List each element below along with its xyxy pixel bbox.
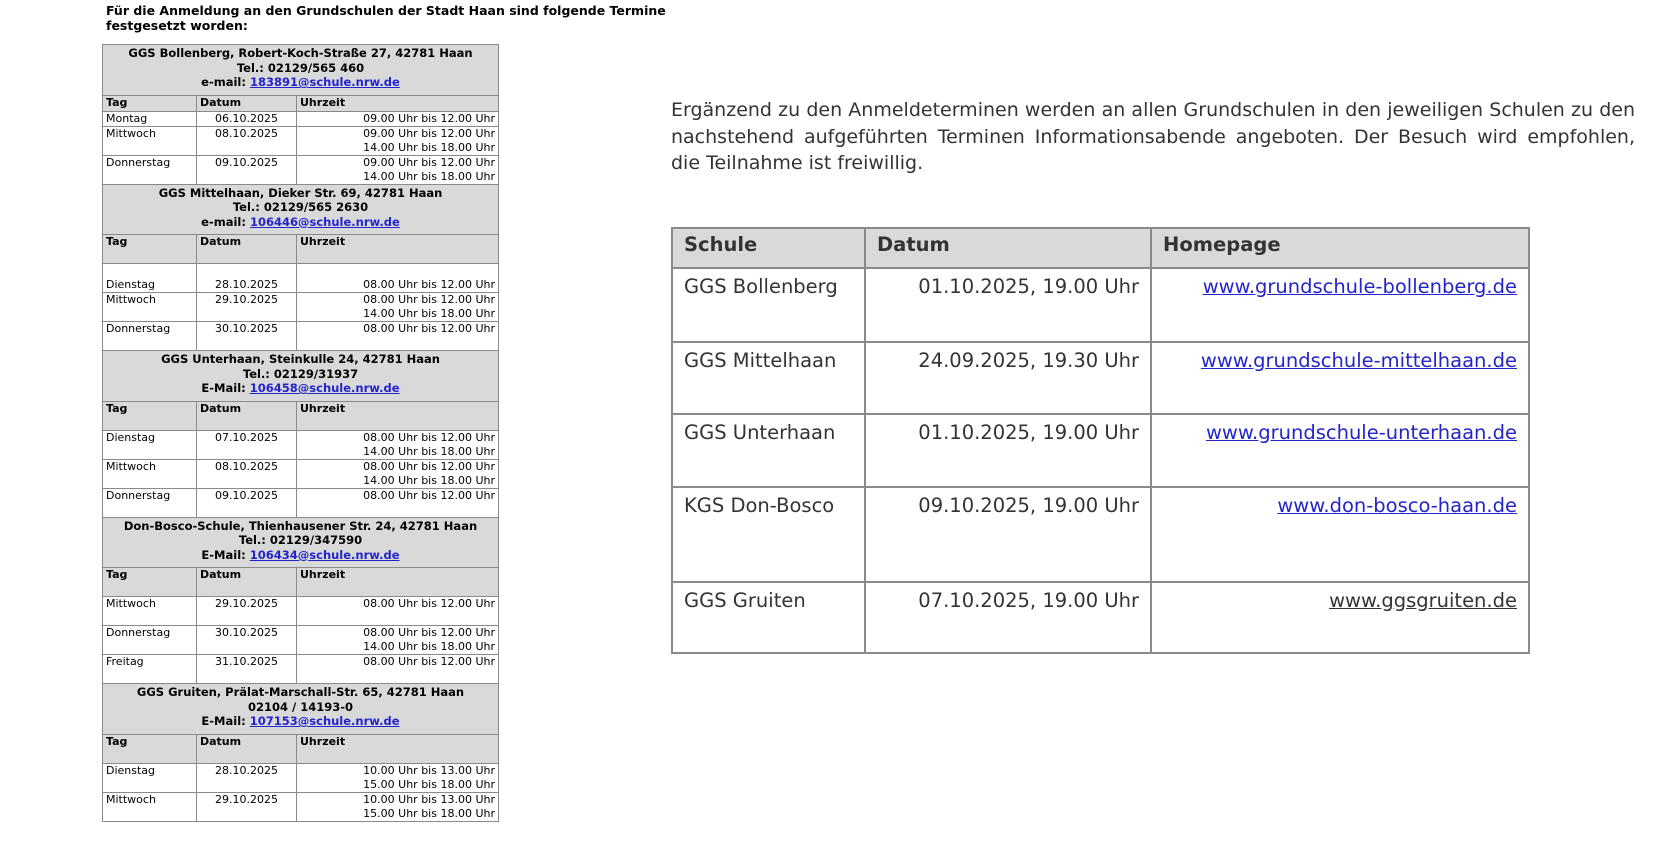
time-cell [297,626,499,655]
info-homepage-cell [1151,342,1529,414]
time-cell [297,126,499,155]
col-header-tag: Tag [103,401,197,430]
school-header-cell [103,684,499,735]
info-header-row [672,228,1529,268]
school-email-line [106,714,495,729]
email-label: E-Mail: [201,547,246,562]
col-header-tag: Tag [103,568,197,597]
time-range: 08.00 Uhr bis 12.00 Uhr [363,655,495,668]
col-header-uhrzeit: Uhrzeit [297,401,499,430]
date-cell: 08.10.2025 [197,126,297,155]
time-range: 08.00 Uhr bis 12.00 Uhr [363,459,495,473]
homepage-link[interactable]: www.grundschule-mittelhaan.de [1200,349,1517,372]
time-cell [297,763,499,792]
info-header-schule: Schule [672,228,865,268]
col-header-datum: Datum [197,95,297,111]
school-email-link[interactable]: 106446@schule.nrw.de [250,214,400,229]
info-school-cell: GGS Mittelhaan [672,342,865,414]
day-cell: Mittwoch [103,126,197,155]
day-cell: Mittwoch [103,792,197,821]
schedule-row [103,597,499,626]
time-range: 14.00 Uhr bis 18.00 Uhr [363,169,495,183]
homepage-link[interactable]: www.ggsgruiten.de [1329,589,1517,612]
day-cell: Donnerstag [103,322,197,351]
school-email-link[interactable]: 183891@schule.nrw.de [250,75,400,89]
time-range: 08.00 Uhr bis 12.00 Uhr [363,626,495,639]
col-header-tag: Tag [103,734,197,763]
homepage-link[interactable]: www.grundschule-unterhaan.de [1205,421,1517,444]
school-name: GGS Gruiten, Prälat-Marschall-Str. 65, 42781 Haan [136,685,465,699]
registration-table [102,44,499,822]
time-cell [297,322,499,351]
col-header-tag: Tag [103,95,197,111]
info-school-cell: GGS Bollenberg [672,268,865,342]
time-cell [297,488,499,517]
info-school-cell: KGS Don-Bosco [672,487,865,582]
date-cell: 29.10.2025 [197,293,297,322]
school-email-line [106,215,495,230]
time-cell [297,430,499,459]
school-header [103,45,499,96]
day-cell: Donnerstag [103,488,197,517]
schedule-row [103,792,499,821]
time-range: 14.00 Uhr bis 18.00 Uhr [363,140,495,154]
time-range: 14.00 Uhr bis 18.00 Uhr [363,640,495,653]
time-cell [297,111,499,126]
time-range: 10.00 Uhr bis 13.00 Uhr [363,792,495,806]
schedule-row [103,111,499,126]
date-cell: 06.10.2025 [197,111,297,126]
date-cell: 09.10.2025 [197,155,297,184]
time-range: 08.00 Uhr bis 12.00 Uhr [363,430,495,444]
school-phone: Tel.: 02129/565 2630 [232,200,369,214]
day-cell: Freitag [103,655,197,684]
day-cell: Dienstag [103,763,197,792]
homepage-link[interactable]: www.don-bosco-haan.de [1277,494,1517,517]
col-header-tag: Tag [103,235,197,264]
info-row [672,487,1529,582]
col-header-uhrzeit: Uhrzeit [297,568,499,597]
school-header-cell [103,45,499,96]
schedule-row [103,430,499,459]
info-date-cell: 01.10.2025, 19.00 Uhr [865,414,1151,487]
time-range: 14.00 Uhr bis 18.00 Uhr [363,444,495,458]
school-phone: Tel.: 02129/565 460 [236,60,365,75]
time-range: 09.00 Uhr bis 12.00 Uhr [363,111,495,125]
email-label: E-Mail: [201,381,246,395]
info-homepage-cell [1151,268,1529,342]
time-cell [297,655,499,684]
time-range: 10.00 Uhr bis 13.00 Uhr [363,763,495,777]
schedule-row [103,126,499,155]
time-range: 15.00 Uhr bis 18.00 Uhr [363,777,495,791]
info-date-cell: 01.10.2025, 19.00 Uhr [865,268,1151,342]
column-header-row [103,734,499,763]
date-cell: 29.10.2025 [197,792,297,821]
time-cell [297,597,499,626]
school-header-cell [103,517,499,568]
schedule-row [103,293,499,322]
schedule-row [103,488,499,517]
date-cell: 08.10.2025 [197,459,297,488]
email-label: e-mail: [201,214,246,229]
school-name: GGS Mittelhaan, Dieker Str. 69, 42781 Haan [158,185,443,200]
day-cell: Donnerstag [103,155,197,184]
school-header [103,184,499,235]
info-homepage-cell [1151,487,1529,582]
school-header [103,351,499,402]
date-cell: 28.10.2025 [197,264,297,293]
school-email-line [106,548,495,563]
school-email-link[interactable]: 107153@schule.nrw.de [249,714,400,728]
time-cell [297,293,499,322]
intro-text: Für die Anmeldung an den Grundschulen der Stadt Haan sind folgende Termine festgesetzt worden: [106,3,666,33]
time-cell [297,155,499,184]
col-header-datum: Datum [197,235,297,264]
school-header [103,517,499,568]
time-cell [297,459,499,488]
email-label: e-mail: [201,75,246,89]
homepage-link[interactable]: www.grundschule-bollenberg.de [1202,275,1517,298]
info-school-cell: GGS Unterhaan [672,414,865,487]
info-evenings-table [671,227,1530,654]
time-range: 08.00 Uhr bis 12.00 Uhr [363,488,495,502]
col-header-uhrzeit: Uhrzeit [297,734,499,763]
school-name: GGS Bollenberg, Robert-Koch-Straße 27, 42781 Haan [128,46,473,60]
column-header-row [103,401,499,430]
day-cell: Donnerstag [103,626,197,655]
schedule-row [103,763,499,792]
column-header-row [103,235,499,264]
day-cell: Mittwoch [103,293,197,322]
info-date-cell: 09.10.2025, 19.00 Uhr [865,487,1151,582]
info-header-homepage: Homepage [1151,228,1529,268]
school-name: GGS Unterhaan, Steinkulle 24, 42781 Haan [161,352,440,366]
school-email-line [106,381,495,396]
date-cell: 30.10.2025 [197,322,297,351]
info-homepage-cell [1151,582,1529,653]
info-row [672,582,1529,653]
info-paragraph: Ergänzend zu den Anmeldeterminen werden an allen Grundschulen in den jeweiligen Schulen zu den nachstehend aufgeführten Terminen Informationsabende angeboten. Der Besuch wird empfohlen, die Teilnahme ist freiwillig. [671,99,1635,174]
col-header-datum: Datum [197,568,297,597]
school-header-cell [103,351,499,402]
time-range: 09.00 Uhr bis 12.00 Uhr [363,126,495,140]
col-header-datum: Datum [197,401,297,430]
time-range: 09.00 Uhr bis 12.00 Uhr [363,155,495,169]
time-cell [297,264,499,293]
day-cell: Dienstag [103,430,197,459]
info-school-cell: GGS Gruiten [672,582,865,653]
date-cell: 30.10.2025 [197,626,297,655]
time-range: 08.00 Uhr bis 12.00 Uhr [363,597,495,610]
date-cell: 29.10.2025 [197,597,297,626]
school-header [103,684,499,735]
col-header-uhrzeit: Uhrzeit [297,95,499,111]
info-date-cell: 24.09.2025, 19.30 Uhr [865,342,1151,414]
schedule-row [103,626,499,655]
time-range: 15.00 Uhr bis 18.00 Uhr [363,806,495,820]
day-cell: Mittwoch [103,597,197,626]
info-header-datum: Datum [865,228,1151,268]
school-phone: 02104 / 14193-0 [248,699,353,714]
time-cell [297,792,499,821]
info-row [672,414,1529,487]
info-homepage-cell [1151,414,1529,487]
col-header-datum: Datum [197,734,297,763]
date-cell: 09.10.2025 [197,488,297,517]
time-range: 14.00 Uhr bis 18.00 Uhr [363,307,495,320]
day-cell: Mittwoch [103,459,197,488]
school-name: Don-Bosco-Schule, Thienhausener Str. 24, 42781 Haan [123,518,478,533]
info-row [672,268,1529,342]
school-email-line [106,75,495,90]
col-header-uhrzeit: Uhrzeit [297,235,499,264]
schedule-row [103,264,499,293]
day-cell: Dienstag [103,264,197,293]
info-row [672,342,1529,414]
email-label: E-Mail: [201,714,246,728]
date-cell: 31.10.2025 [197,655,297,684]
time-range: 08.00 Uhr bis 12.00 Uhr [363,278,495,291]
schedule-row [103,655,499,684]
schedule-row [103,459,499,488]
date-cell: 28.10.2025 [197,763,297,792]
school-header-cell [103,184,499,235]
column-header-row [103,95,499,111]
column-header-row [103,568,499,597]
time-range: 14.00 Uhr bis 18.00 Uhr [363,473,495,487]
school-email-link[interactable]: 106434@schule.nrw.de [249,547,400,562]
time-range: 08.00 Uhr bis 12.00 Uhr [363,322,495,335]
info-date-cell: 07.10.2025, 19.00 Uhr [865,582,1151,653]
schedule-row [103,322,499,351]
school-email-link[interactable]: 106458@schule.nrw.de [249,381,400,395]
school-phone: Tel.: 02129/347590 [238,533,363,547]
schedule-row [103,155,499,184]
day-cell: Montag [103,111,197,126]
time-range: 08.00 Uhr bis 12.00 Uhr [363,293,495,306]
date-cell: 07.10.2025 [197,430,297,459]
school-phone: Tel.: 02129/31937 [242,366,359,381]
